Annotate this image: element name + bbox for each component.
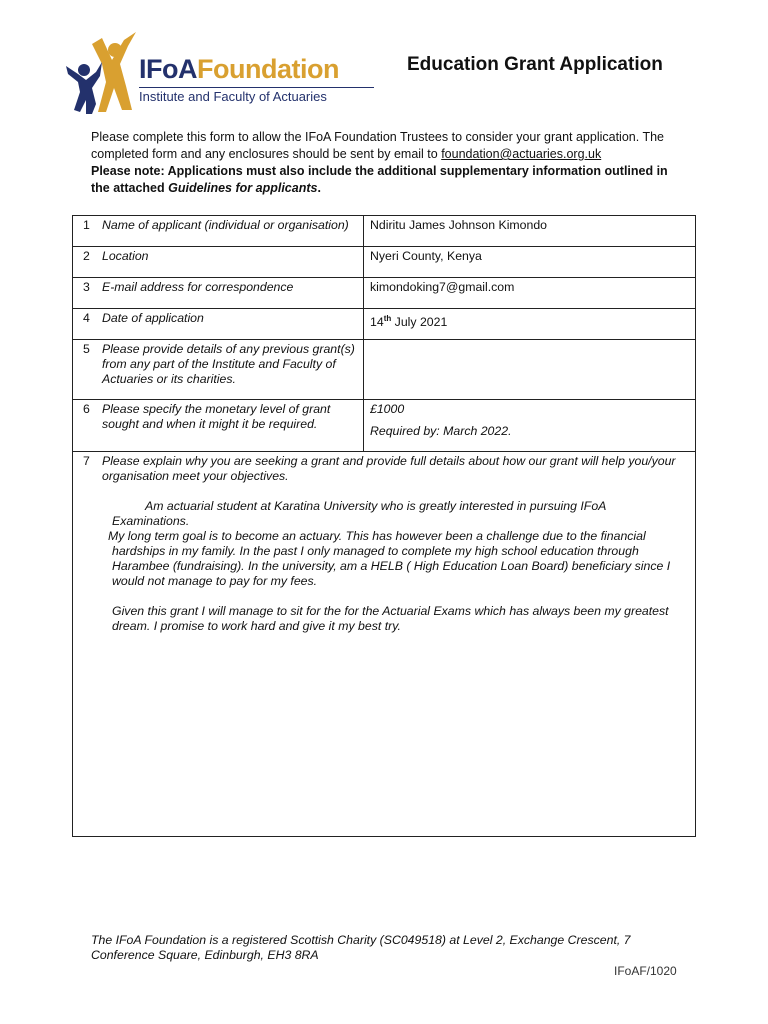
logo-divider [139, 87, 374, 88]
page-title: Education Grant Application [407, 54, 663, 75]
ifoa-foundation-logo [62, 30, 382, 116]
essay-paragraph: Given this grant I will manage to sit for the for the Actuarial Exams which has always been my greatest dream. I promise to work hard and give it my best try. [112, 604, 669, 633]
date-value[interactable]: 14th July 2021 [370, 314, 448, 330]
table-row: 2 Location Nyeri County, Kenya [73, 247, 696, 278]
foundation-email-link[interactable]: foundation@actuaries.org.uk [441, 147, 602, 161]
question-label: E-mail address for correspondence [102, 280, 294, 294]
table-row: 6 Please specify the monetary level of grant sought and when it might it be required. £1000 Required by: March 2022. [73, 400, 696, 452]
question-label: Location [102, 249, 149, 263]
charity-footer: The IFoA Foundation is a registered Scottish Charity (SC049518) at Level 2, Exchange Crescent, 7 Conference Square, Edinburgh, EH3 8RA [91, 933, 631, 962]
question-label: Please specify the monetary level of grant sought and when it might it be required. [102, 402, 331, 431]
applications-note: Please note: Applications must also include the additional supplementary information outlined in the attached Guidelines for applicants. [91, 164, 668, 195]
application-form-table [72, 215, 696, 837]
intro-text: Please complete this form to allow the IFoA Foundation Trustees to consider your grant application. The completed form and any enclosures should be sent by email to foundation@actuaries.org.uk Please note: Applications must also include the additional supplementary information outlined in the attached Guidelines for applicants. [91, 130, 668, 195]
previous-grants-value[interactable] [364, 340, 695, 342]
email-value[interactable]: kimondoking7@gmail.com [370, 280, 515, 294]
document-reference: IFoAF/1020 [614, 964, 677, 978]
grant-explanation-section: 7 Please explain why you are seeking a grant and provide full details about how our grant will help you/your organisation meet your objectives. Am actuarial student at Karatina University who is greatly interested in pursuing IFoA Examinations. My long term goal is to become an actuary. This has however been a challenge due to the financial hardships in my family. In the past I only managed to complete my high school education through Harambee (fundraising). In the university, am a HELB ( High Education Loan Board) beneficiary since I would not manage to pay for my fees. Given this grant I will manage to sit for the for the Actuarial Exams which has always been my greatest dream. I promise to work hard and give it my best try. [73, 452, 695, 634]
question-label: Please provide details of any previous grant(s) from any part of the Institute and Faculty of Actuaries or its charities. [102, 342, 355, 386]
location-value[interactable]: Nyeri County, Kenya [370, 249, 482, 263]
foundation-figures-icon [62, 30, 140, 116]
grant-amount-value[interactable]: £1000 Required by: March 2022. [370, 402, 512, 438]
essay-paragraph: Am actuarial student at Karatina University who is greatly interested in pursuing IFoA [145, 499, 607, 513]
question-label: Date of application [102, 311, 204, 325]
essay-paragraph: hardships in my family. In the past I only managed to complete my high school education through Harambee (fundraising). In the university, am a HELB ( High Education Loan Board) beneficiary since I would not manage to pay for my fees. [112, 544, 671, 588]
table-row [73, 452, 696, 837]
logo-wordmark: IFoAFoundation [139, 54, 339, 84]
logo-subtitle: Institute and Faculty of Actuaries [139, 89, 327, 104]
table-row: 4 Date of application 14th July 2021 [73, 309, 696, 340]
essay-paragraph: My long term goal is to become an actuary. This has however been a challenge due to the financial [108, 529, 646, 543]
question-label: Please explain why you are seeking a grant and provide full details about how our grant will help you/your organisation meet your objectives. [102, 454, 676, 483]
essay-paragraph: Examinations. [112, 514, 190, 528]
applicant-name-value[interactable]: Ndiritu James Johnson Kimondo [370, 218, 548, 232]
table-row: 3 E-mail address for correspondence kimondoking7@gmail.com [73, 278, 696, 309]
table-row: 5 Please provide details of any previous grant(s) from any part of the Institute and Faculty of Actuaries or its charities. [73, 340, 696, 400]
table-row: 1 Name of applicant (individual or organisation) Ndiritu James Johnson Kimondo [73, 216, 696, 247]
question-label: Name of applicant (individual or organisation) [102, 218, 349, 232]
